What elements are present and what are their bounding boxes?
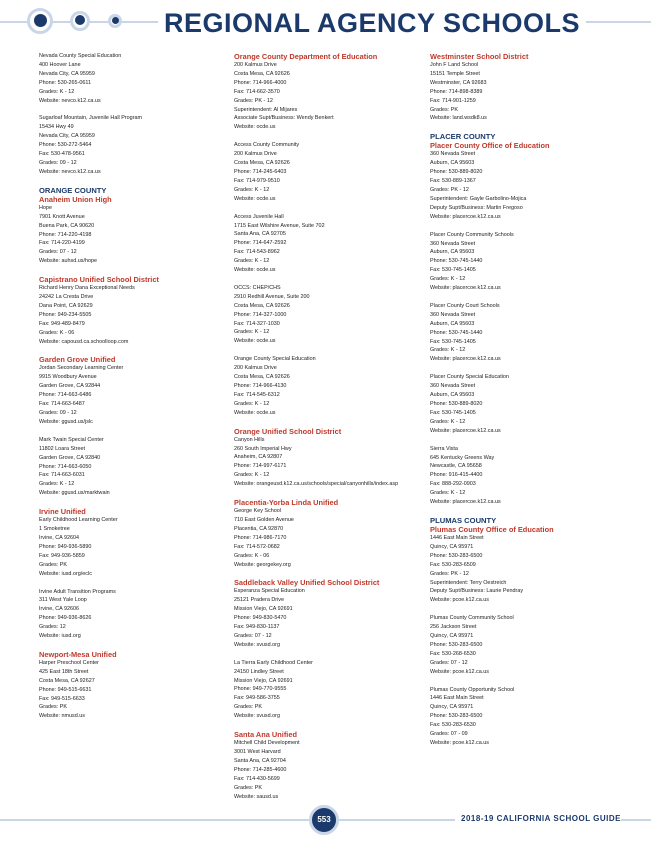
- entry-line: Website: svusd.org: [234, 641, 280, 648]
- entry-line: Fax: 714-663-6487: [39, 401, 85, 408]
- entry-line: Mission Viejo, CA 92691: [234, 606, 293, 613]
- entry-line: Superintendent: Al Mijares: [234, 106, 298, 113]
- header-dot-large: [34, 14, 47, 27]
- entry-line: Grades: PK: [234, 704, 263, 711]
- entry-line: 24242 La Cresta Drive: [39, 294, 94, 301]
- entry-line: Quincy, CA 95971: [430, 543, 474, 550]
- entry-line: Fax: 714-545-6312: [234, 391, 280, 398]
- entry-line: Phone: 714-663-6050: [39, 463, 92, 470]
- entry-line: 645 Kentucky Greens Way: [430, 454, 495, 461]
- entry-line: Phone: 530-745-1440: [430, 329, 483, 336]
- entry-line: Phone: 530-283-6500: [430, 713, 483, 720]
- entry-line: Fax: 888-292-0903: [430, 481, 476, 488]
- entry-line: Irvine Adult Transition Programs: [39, 588, 116, 595]
- school-entry: [430, 445, 620, 507]
- column-right: [430, 52, 620, 757]
- entry-line: Anaheim, CA 92807: [234, 454, 283, 461]
- entry-line: 25121 Pradera Drive: [234, 597, 285, 604]
- entry-line: 311 West Yale Loop: [39, 597, 87, 604]
- entry-line: Website: georgekey.org: [234, 561, 291, 568]
- entry-line: Fax: 714-430-5699: [234, 775, 280, 782]
- entry-line: Phone: 530-889-8020: [430, 169, 483, 176]
- entry-line: 11802 Loara Street: [39, 445, 85, 452]
- entry-line: Website: ocde.us: [234, 124, 276, 131]
- entry-line: Fax: 530-283-6530: [430, 722, 476, 729]
- entry-line: Phone: 714-966-4000: [234, 79, 287, 86]
- county-heading: PLUMAS COUNTY: [430, 515, 497, 525]
- entry-line: Quincy, CA 95971: [430, 633, 474, 640]
- district-heading: Westminster School District: [430, 52, 529, 61]
- entry-line: Auburn, CA 95603: [430, 249, 475, 256]
- entry-line: 1446 East Main Street: [430, 534, 484, 541]
- district-heading: Placentia-Yorba Linda Unified: [234, 498, 339, 508]
- entry-line: John F Land School: [430, 62, 479, 68]
- district-heading: Santa Ana Unified: [234, 730, 297, 740]
- entry-line: Grades: 07 - 12: [430, 659, 468, 666]
- entry-line: La Tierra Early Childhood Center: [234, 659, 313, 666]
- header-dot-small: [112, 17, 119, 24]
- entry-line: Website: pcoe.k12.ca.us: [430, 597, 489, 604]
- entry-line: Grades: K - 12: [39, 88, 75, 95]
- school-entry: [234, 355, 424, 417]
- entry-line: Grades: PK: [39, 704, 68, 711]
- entry-line: Fax: 530-745-1405: [430, 338, 476, 345]
- entry-line: Westminster, CA 92683: [430, 79, 487, 86]
- entry-line: Fax: 530-283-6509: [430, 561, 476, 568]
- header-dot-medium: [75, 15, 85, 25]
- school-entry: [39, 364, 229, 426]
- entry-line: Garden Grove, CA 92840: [39, 454, 101, 461]
- entry-line: Costa Mesa, CA 92626: [234, 302, 290, 309]
- entry-line: 360 Nevada Street: [430, 240, 476, 247]
- entry-line: 3001 West Harvard: [234, 749, 281, 755]
- district-heading: Orange Unified School District: [234, 426, 342, 436]
- school-entry: [430, 534, 620, 605]
- entry-line: Grades: 07 - 12: [39, 249, 77, 256]
- entry-line: Sierra Vista: [430, 445, 458, 452]
- entry-line: Buena Park, CA 90620: [39, 222, 95, 229]
- entry-line: Website: placercoe.k12.ca.us: [430, 285, 501, 292]
- guide-title: 2018-19 CALIFORNIA SCHOOL GUIDE: [455, 813, 621, 825]
- entry-line: Costa Mesa, CA 92627: [39, 677, 95, 684]
- entry-line: Access County Community: [234, 142, 300, 149]
- entry-line: Website: nevco.k12.ca.us: [39, 97, 101, 104]
- school-entry: [430, 302, 620, 364]
- school-entry: [39, 52, 229, 105]
- entry-line: Grades: K - 12: [234, 186, 270, 193]
- school-entry: [430, 231, 620, 293]
- entry-line: Mark Twain Special Center: [39, 436, 104, 443]
- entry-line: Grades: K - 12: [39, 481, 75, 488]
- entry-line: Fax: 949-830-1137: [234, 624, 280, 631]
- entry-line: Fax: 714-572-0682: [234, 543, 280, 550]
- entry-line: Phone: 714-997-6171: [234, 463, 287, 470]
- entry-line: Fax: 949-936-5859: [39, 552, 85, 559]
- entry-line: Grades: K - 12: [430, 418, 466, 425]
- entry-line: Phone: 949-515-6631: [39, 686, 92, 693]
- entry-line: 7901 Knott Avenue: [39, 213, 85, 220]
- entry-line: Hope: [39, 204, 52, 211]
- entry-line: 200 Kalmus Drive: [234, 62, 277, 68]
- school-entry: [234, 739, 424, 801]
- entry-line: Esperanza Special Education: [234, 588, 305, 595]
- school-entry: [430, 373, 620, 435]
- entry-line: 2910 Redhill Avenue, Suite 200: [234, 293, 310, 300]
- entry-line: 710 East Golden Avenue: [234, 516, 294, 523]
- entry-line: Fax: 949-586-3755: [234, 695, 280, 702]
- entry-line: Deputy Supt/Business: Laurie Pendray: [430, 588, 524, 595]
- entry-line: Irvine, CA 92604: [39, 534, 80, 541]
- entry-line: 24150 Lindley Street: [234, 668, 284, 675]
- entry-line: Grades: 07 - 12: [234, 632, 272, 639]
- entry-line: OCCS: CHEP/CHS: [234, 284, 281, 291]
- entry-line: Costa Mesa, CA 92626: [234, 160, 290, 167]
- entry-line: Website: ocde.us: [234, 267, 276, 274]
- entry-line: Phone: 530-272-5464: [39, 142, 92, 149]
- entry-line: Website: pcoe.k12.ca.us: [430, 668, 489, 675]
- entry-line: Canyon Hills: [234, 436, 265, 443]
- school-entry: [430, 614, 620, 676]
- entry-line: 15151 Temple Street: [430, 70, 480, 77]
- entry-line: Phone: 714-966-4130: [234, 383, 287, 389]
- entry-line: Phone: 714-327-1000: [234, 311, 287, 318]
- district-heading: Orange County Department of Education: [234, 52, 378, 61]
- entry-line: 200 Kalmus Drive: [234, 365, 277, 372]
- school-entry: [234, 213, 424, 275]
- entry-line: Phone: 916-415-4400: [430, 472, 483, 479]
- school-entry: [39, 659, 229, 721]
- entry-line: Website: ocde.us: [234, 195, 276, 202]
- entry-line: Access Juvenile Hall: [234, 213, 284, 220]
- entry-line: 1446 East Main Street: [430, 695, 484, 702]
- school-entry: [234, 284, 424, 346]
- entry-line: 425 East 18th Street: [39, 668, 89, 675]
- entry-line: Nevada County Special Education: [39, 53, 122, 59]
- entry-line: Grades: PK: [234, 784, 263, 791]
- entry-line: Grades: K - 06: [234, 552, 270, 559]
- school-entry: [430, 61, 620, 123]
- entry-line: Phone: 714-663-6486: [39, 392, 92, 399]
- entry-line: Website: placercoe.k12.ca.us: [430, 427, 501, 434]
- county-heading: ORANGE COUNTY: [39, 185, 107, 195]
- school-entry: [234, 436, 424, 489]
- school-entry: [234, 507, 424, 569]
- entry-line: Phone: 714-245-6403: [234, 168, 287, 175]
- entry-line: Website: ggusd.us/marktwain: [39, 490, 110, 497]
- entry-line: Nevada City, CA 95959: [39, 133, 95, 140]
- entry-line: Phone: 530-889-8020: [430, 401, 483, 407]
- entry-line: George Key School: [234, 508, 282, 515]
- district-heading: Capistrano Unified School District: [39, 275, 159, 285]
- entry-line: Placer County Community Schools: [430, 231, 514, 238]
- entry-line: Phone: 949-936-8626: [39, 615, 92, 622]
- district-heading: Irvine Unified: [39, 507, 86, 517]
- entry-line: Fax: 714-662-3570: [234, 88, 280, 95]
- entry-line: Website: auhsd.us/hope: [39, 258, 98, 265]
- entry-line: Associate Supt/Business: Wendy Benkert: [234, 115, 334, 122]
- entry-line: Grades: PK: [39, 561, 68, 568]
- entry-line: Grades: 09 - 12: [39, 410, 77, 416]
- entry-line: 200 Kalmus Drive: [234, 151, 277, 158]
- entry-line: Fax: 949-515-6633: [39, 695, 85, 702]
- entry-line: Grades: K - 12: [430, 347, 466, 354]
- entry-line: Website: iusd.org: [39, 633, 81, 640]
- entry-line: Auburn, CA 95603: [430, 320, 475, 327]
- entry-line: Phone: 714-285-4600: [234, 766, 287, 773]
- entry-line: Website: sausd.us: [234, 793, 279, 800]
- entry-line: Santa Ana, CA 92705: [234, 231, 286, 238]
- entry-line: 9915 Woodbury Avenue: [39, 374, 97, 381]
- page-header: [0, 0, 651, 50]
- entry-line: Website: iusd.org/eclc: [39, 570, 92, 577]
- entry-line: Auburn, CA 95603: [430, 392, 475, 399]
- entry-line: Dana Point, CA 92629: [39, 302, 93, 309]
- entry-line: Phone: 530-283-6500: [430, 552, 483, 559]
- entry-line: Early Childhood Learning Center: [39, 517, 118, 524]
- district-heading: Anaheim Union High: [39, 194, 112, 204]
- entry-line: Phone: 949-936-5890: [39, 543, 92, 550]
- entry-line: Website: ggusd.us/jslc: [39, 418, 93, 425]
- entry-line: 360 Nevada Street: [430, 311, 476, 318]
- entry-line: Fax: 530-478-9561: [39, 151, 85, 158]
- entry-line: Placer County Special Education: [430, 374, 509, 381]
- entry-line: Grades: K - 12: [234, 400, 270, 407]
- entry-line: Website: ocde.us: [234, 409, 276, 416]
- entry-line: Fax: 530-889-1367: [430, 178, 476, 185]
- entry-line: Jordan Secondary Learning Center: [39, 365, 124, 372]
- entry-line: Grades: PK - 12: [430, 570, 469, 577]
- entry-line: Website: nevco.k12.ca.us: [39, 168, 101, 175]
- school-entry: [234, 141, 424, 203]
- school-entry: [39, 516, 229, 578]
- entry-line: Grades: K - 12: [430, 490, 466, 497]
- entry-line: Website: pcoe.k12.ca.us: [430, 740, 489, 746]
- entry-line: Phone: 714-647-2592: [234, 240, 287, 247]
- entry-line: Fax: 714-979-9510: [234, 177, 280, 184]
- entry-line: Phone: 949-830-5470: [234, 615, 287, 622]
- district-heading: Garden Grove Unified: [39, 355, 116, 365]
- entry-line: Phone: 714-220-4198: [39, 231, 92, 238]
- entry-line: Phone: 530-283-6500: [430, 641, 483, 648]
- school-entry: [39, 436, 229, 498]
- entry-line: 360 Nevada Street: [430, 151, 476, 158]
- entry-line: Sugarloaf Mountain, Juvenile Hall Program: [39, 115, 143, 122]
- entry-line: Superintendent: Terry Oestreich: [430, 579, 507, 586]
- entry-line: Website: svusd.org: [234, 713, 280, 720]
- district-heading: Newport-Mesa Unified: [39, 649, 117, 659]
- entry-line: Plumas County Opportunity School: [430, 686, 515, 693]
- district-heading: Placer County Office of Education: [430, 141, 550, 151]
- school-entry: [430, 150, 620, 221]
- entry-line: Grades: K - 12: [234, 472, 270, 479]
- page-title: REGIONAL AGENCY SCHOOLS: [158, 6, 586, 40]
- entry-line: Fax: 530-745-1405: [430, 267, 476, 274]
- entry-line: Grades: 07 - 09: [430, 731, 468, 738]
- county-heading: PLACER COUNTY: [430, 132, 496, 142]
- entry-line: Orange County Special Education: [234, 356, 316, 363]
- entry-line: Website: nmusd.us: [39, 713, 85, 720]
- entry-line: 1 Smoketree: [39, 526, 70, 533]
- entry-line: Website: land.wsdk8.us: [430, 115, 487, 122]
- entry-line: Plumas County Community School: [430, 615, 514, 622]
- entry-line: Auburn, CA 95603: [430, 160, 475, 167]
- entry-line: Grades: K - 06: [39, 329, 75, 336]
- entry-line: Fax: 949-489-8479: [39, 320, 85, 327]
- school-entry: [234, 587, 424, 649]
- entry-line: Quincy, CA 95971: [430, 704, 474, 711]
- entry-line: Newcastle, CA 95658: [430, 463, 482, 470]
- entry-line: Garden Grove, CA 92844: [39, 383, 101, 390]
- entry-line: Grades: 09 - 12: [39, 159, 77, 166]
- school-entry: [234, 61, 424, 132]
- entry-line: Grades: PK - 12: [234, 97, 273, 104]
- entry-line: Harper Preschool Center: [39, 659, 99, 666]
- entry-line: Grades: K - 12: [430, 276, 466, 283]
- entry-line: Grades: 12: [39, 624, 66, 631]
- entry-line: Costa Mesa, CA 92626: [234, 70, 290, 77]
- entry-line: Fax: 714-663-6031: [39, 472, 85, 479]
- entry-line: Phone: 714-898-8389: [430, 88, 483, 95]
- entry-line: 260 South Imperial Hwy: [234, 445, 292, 452]
- entry-line: Fax: 714-220-4199: [39, 240, 85, 247]
- entry-line: Phone: 949-234-5505: [39, 311, 92, 318]
- entry-line: Phone: 530-745-1440: [430, 258, 483, 265]
- school-entry: [39, 588, 229, 641]
- entry-line: Fax: 530-745-1405: [430, 409, 476, 416]
- column-left: [39, 52, 229, 730]
- entry-line: Richard Henry Dana Exceptional Needs: [39, 285, 135, 292]
- entry-line: Website: placercoe.k12.ca.us: [430, 356, 501, 363]
- school-entry: [39, 204, 229, 266]
- entry-line: Fax: 714-543-8962: [234, 249, 280, 256]
- school-entry: [430, 686, 620, 748]
- entry-line: Placentia, CA 92870: [234, 525, 284, 532]
- entry-line: Website: orangeusd.k12.ca.us/schools/special/canyonhills/index.asp: [234, 481, 399, 488]
- entry-line: Website: ocde.us: [234, 338, 276, 345]
- school-entry: [39, 114, 229, 176]
- entry-line: Nevada City, CA 95959: [39, 70, 95, 77]
- entry-line: Grades: K - 12: [234, 258, 270, 265]
- entry-line: 256 Jackson Street: [430, 624, 477, 631]
- entry-line: Deputy Supt/Business: Martin Fregoso: [430, 204, 523, 211]
- entry-line: Placer County Court Schools: [430, 302, 500, 309]
- entry-line: Website: placercoe.k12.ca.us: [430, 499, 501, 506]
- column-middle: [234, 52, 424, 810]
- entry-line: Fax: 714-901-1259: [430, 97, 476, 104]
- entry-line: Website: placercoe.k12.ca.us: [430, 213, 501, 220]
- entry-line: Grades: PK - 12: [430, 186, 469, 193]
- page-number: 553: [309, 805, 339, 835]
- entry-line: Costa Mesa, CA 92626: [234, 374, 290, 381]
- entry-line: Grades: K - 12: [234, 329, 270, 336]
- page-footer: [0, 800, 651, 845]
- district-heading: Saddleback Valley Unified School District: [234, 578, 380, 588]
- entry-line: Fax: 530-268-6530: [430, 650, 476, 657]
- entry-line: Phone: 530-265-0611: [39, 79, 92, 86]
- entry-line: 1715 East Wilshire Avenue, Suite 702: [234, 222, 325, 229]
- school-entry: [39, 284, 229, 346]
- entry-line: Superintendent: Gayle Garbolino-Mojica: [430, 195, 527, 202]
- entry-line: 360 Nevada Street: [430, 383, 476, 390]
- entry-line: Grades: PK: [430, 106, 459, 113]
- entry-line: Mitchell Child Development: [234, 740, 300, 747]
- entry-line: 15434 Hwy 49: [39, 124, 74, 131]
- entry-line: Website: capousd.ca.schoolloop.com: [39, 338, 129, 345]
- school-entry: [234, 659, 424, 721]
- entry-line: Irvine, CA 92606: [39, 606, 80, 613]
- entry-line: Fax: 714-327-1030: [234, 320, 280, 327]
- entry-line: 400 Hoover Lane: [39, 61, 81, 68]
- entry-line: Phone: 714-986-7170: [234, 534, 287, 541]
- district-heading: Plumas County Office of Education: [430, 524, 554, 534]
- entry-line: Mission Viejo, CA 92691: [234, 677, 293, 684]
- entry-line: Santa Ana, CA 92704: [234, 757, 286, 764]
- entry-line: Phone: 949-770-9555: [234, 686, 287, 693]
